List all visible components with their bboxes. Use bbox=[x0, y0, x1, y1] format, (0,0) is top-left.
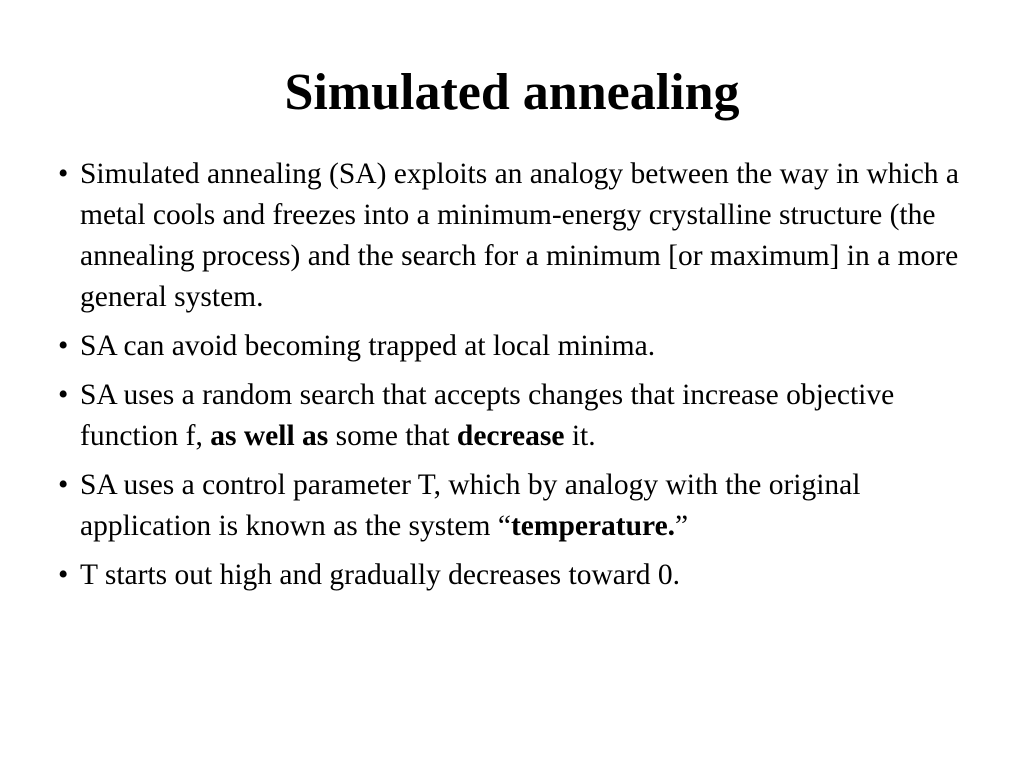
bullet-marker: • bbox=[58, 158, 69, 190]
bullet-text-part: it. bbox=[564, 420, 596, 452]
bullet-marker: • bbox=[58, 469, 69, 501]
bullet-text-part: some that bbox=[328, 420, 457, 452]
bullet-list bbox=[58, 154, 968, 604]
bullet-marker: • bbox=[58, 379, 69, 411]
bullet-item-random-search bbox=[58, 375, 968, 457]
bullet-text: T starts out high and gradually decreases toward 0. bbox=[80, 559, 680, 591]
bullet-text-part: ” bbox=[675, 510, 689, 542]
slide-title: Simulated annealing bbox=[284, 64, 740, 121]
bullet-text: Simulated annealing (SA) exploits an analogy between the way in which a metal cools and freezes into a minimum-energy crystalline structure (the annealing process) and the search for a minimum [or maximum] in a more general system. bbox=[80, 158, 960, 313]
bullet-item-cooling bbox=[58, 555, 968, 596]
bullet-marker: • bbox=[58, 559, 69, 591]
bullet-item-temperature bbox=[58, 465, 968, 547]
bullet-item-local-minima bbox=[58, 326, 968, 367]
bullet-text-part: SA uses a random search that accepts changes that increase objective function f, bbox=[80, 379, 895, 452]
bullet-emphasis: temperature. bbox=[510, 510, 676, 542]
bullet-item-sa-analogy bbox=[58, 154, 968, 318]
bullet-marker: • bbox=[58, 330, 69, 362]
bullet-emphasis: decrease bbox=[456, 420, 565, 452]
bullet-text-part: SA uses a control parameter T, which by analogy with the original application is known as the system “ bbox=[80, 469, 861, 542]
bullet-text: SA can avoid becoming trapped at local minima. bbox=[80, 330, 656, 362]
bullet-emphasis: as well as bbox=[210, 420, 329, 452]
